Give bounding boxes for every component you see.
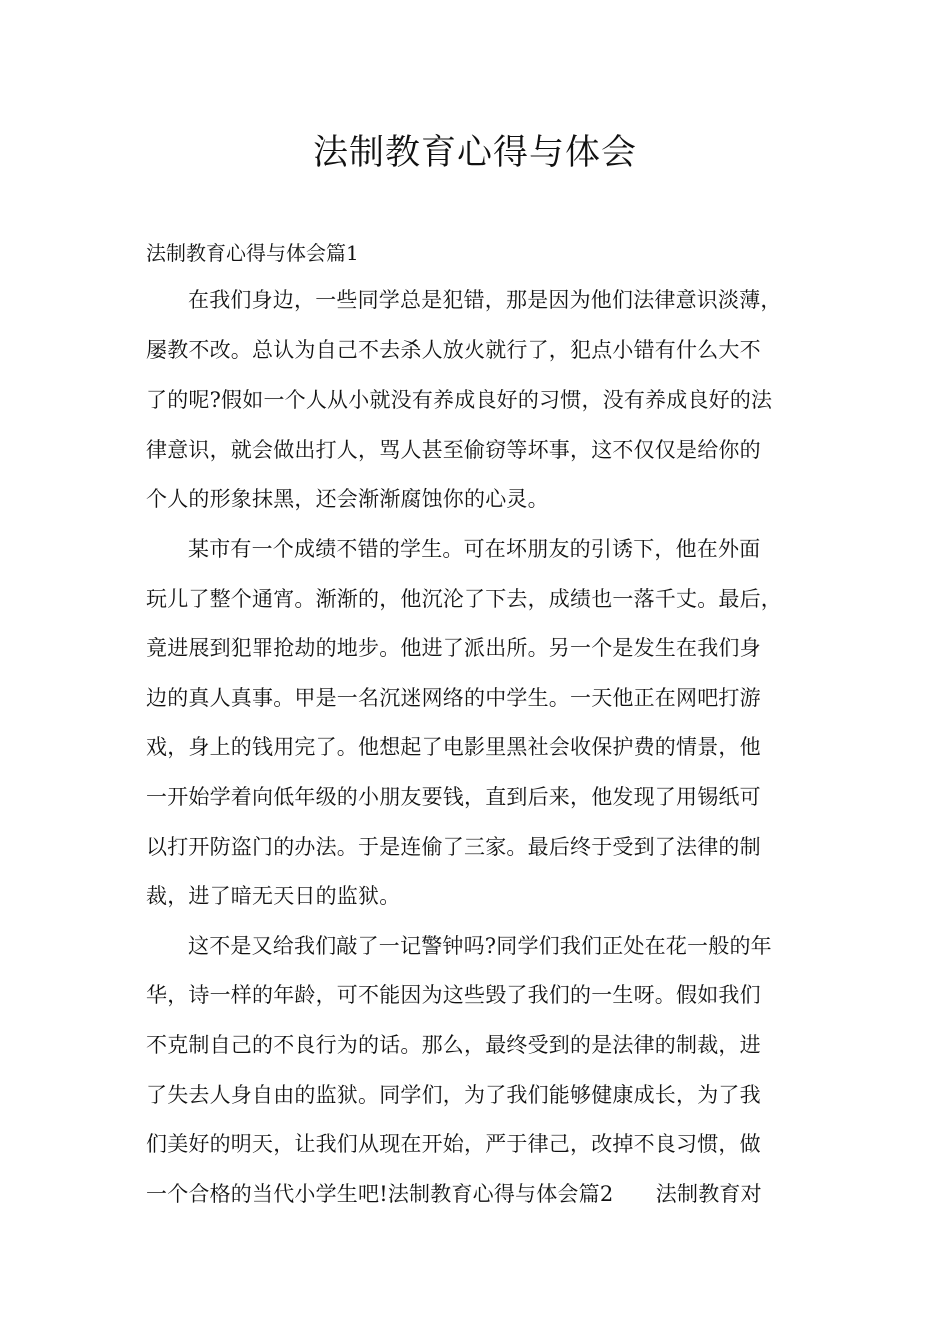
paragraph-line: 边的真人真事。甲是一名沉迷网络的中学生。一天他正在网吧打游 [146, 686, 761, 710]
paragraph-line: 了的呢?假如一个人从小就没有养成良好的习惯，没有养成良好的法 [146, 388, 773, 412]
section-heading: 法制教育心得与体会篇1 [146, 241, 359, 265]
paragraph-line: 竟进展到犯罪抢劫的地步。他进了派出所。另一个是发生在我们身 [146, 636, 761, 660]
paragraph-line: 了失去人身自由的监狱。同学们，为了我们能够健康成长，为了我 [146, 1083, 761, 1107]
paragraph-line: 戏，身上的钱用完了。他想起了电影里黑社会收保护费的情景，他 [146, 735, 761, 759]
document-title: 法制教育心得与体会 [312, 133, 637, 173]
paragraph-line: 华，诗一样的年龄，可不能因为这些毁了我们的一生呀。假如我们 [146, 983, 761, 1007]
paragraph-line: 律意识，就会做出打人，骂人甚至偷窃等坏事，这不仅仅是给你的 [146, 438, 761, 462]
paragraph-line: 不克制自己的不良行为的话。那么，最终受到的是法律的制裁，进 [146, 1033, 761, 1057]
paragraph-line: 个人的形象抹黑，还会渐渐腐蚀你的心灵。 [146, 487, 549, 511]
paragraph-line: 这不是又给我们敲了一记警钟吗?同学们我们正处在花一般的年 [188, 934, 772, 958]
paragraph-line: 玩儿了整个通宵。渐渐的，他沉沦了下去，成绩也一落千丈。最后， [146, 587, 782, 611]
paragraph-line: 在我们身边，一些同学总是犯错，那是因为他们法律意识淡薄， [188, 288, 782, 312]
paragraph-line: 屡教不改。总认为自己不去杀人放火就行了，犯点小错有什么大不 [146, 338, 761, 362]
paragraph-line: 一个合格的当代小学生吧!法制教育心得与体会篇2 法制教育对 [146, 1182, 762, 1206]
paragraph-line: 裁，进了暗无天日的监狱。 [146, 884, 401, 908]
paragraph-line: 一开始学着向低年级的小朋友要钱，直到后来，他发现了用锡纸可 [146, 785, 761, 809]
paragraph-line: 某市有一个成绩不错的学生。可在坏朋友的引诱下，他在外面 [188, 537, 761, 561]
paragraph-line: 以打开防盗门的办法。于是连偷了三家。最后终于受到了法律的制 [146, 835, 761, 859]
paragraph-line: 们美好的明天，让我们从现在开始，严于律己，改掉不良习惯，做 [146, 1132, 761, 1156]
